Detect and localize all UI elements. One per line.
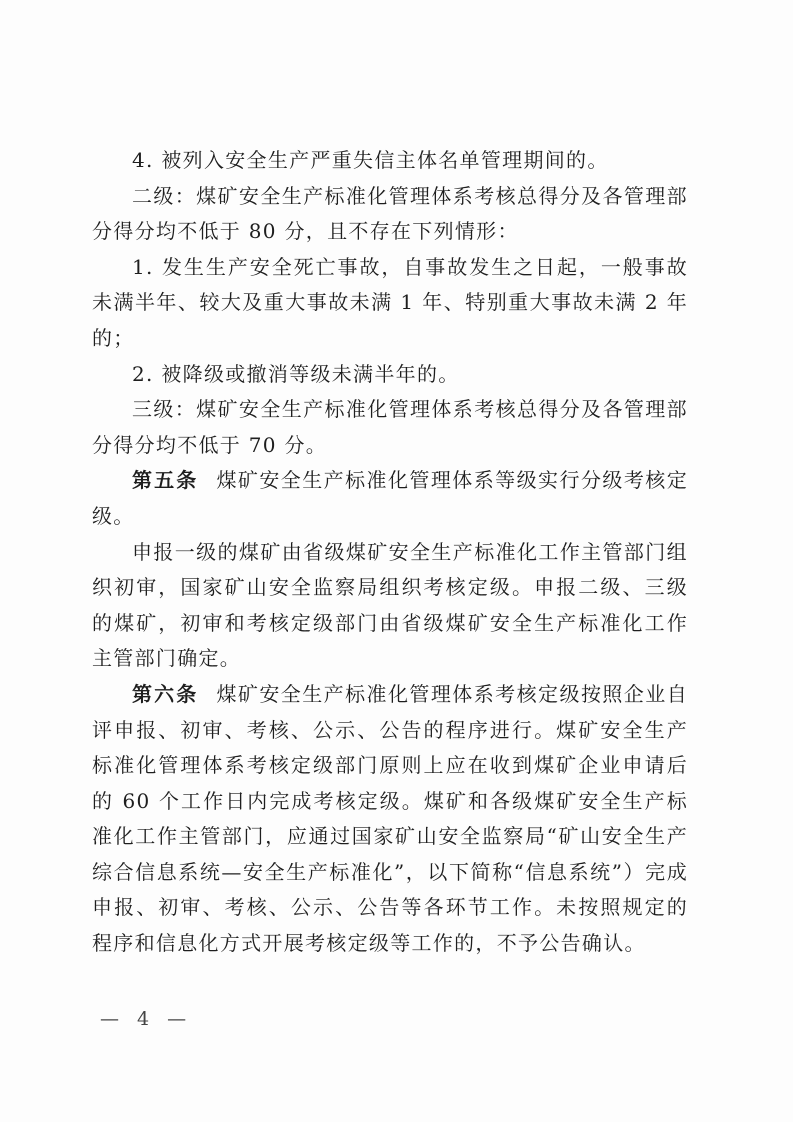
paragraph-text: 二级：煤矿安全生产标准化管理体系考核总得分及各管理部分得分均不低于 80 分，且不存在下列情形： [92,183,688,244]
paragraph-level-three [92,392,688,463]
article-label: 第六条 [132,681,199,706]
article-five [92,463,688,534]
page-number: — 4 — [100,1008,193,1030]
paragraph-text: 申报一级的煤矿由省级煤矿安全生产标准化工作主管部门组织初审，国家矿山安全监察局组织考核定级。申报二级、三级的煤矿，初审和考核定级部门由省级煤矿安全生产标准化工作主管部门确定。 [92,539,688,671]
paragraph-text: 三级：煤矿安全生产标准化管理体系考核总得分及各管理部分得分均不低于 70 分。 [92,397,688,457]
article-six [92,677,688,962]
article-label: 第五条 [132,468,199,493]
paragraph-text: 2. 被降级或撤消等级未满半年的。 [132,361,460,386]
paragraph-text: 4. 被列入安全生产严重失信主体名单管理期间的。 [132,148,609,172]
paragraph-application [92,535,688,677]
document-body [92,143,688,962]
paragraph-text: 1. 发生生产安全死亡事故，自事故发生之日起，一般事故未满半年、较大及重大事故未满 1 年、特别重大事故未满 2 年的； [92,254,688,350]
paragraph-level-two [92,179,688,250]
paragraph-item-1 [92,250,688,357]
paragraph-text: 煤矿安全生产标准化管理体系等级实行分级考核定级。 [92,468,689,528]
paragraph-item-2 [92,357,688,393]
paragraph-text: 煤矿安全生产标准化管理体系考核定级按照企业自评申报、初审、考核、公示、公告的程序进行。煤矿安全生产标准化管理体系考核定级部门原则上应在收到煤矿企业申请后的 60 个工作日内完成考核定级。煤矿和各级煤矿安全生产标准化工作主管部门，应通过国家矿山安全监察局“矿山安全生产综合信息系统—安全生产标准化”，以下简称“信息系统”）完成申报、初审、考核、公示、公告等各环节工作。未按照规定的程序和信息化方式开展考核定级等工作的，不予公告确认。 [92,681,689,956]
paragraph-item-4 [92,143,688,179]
